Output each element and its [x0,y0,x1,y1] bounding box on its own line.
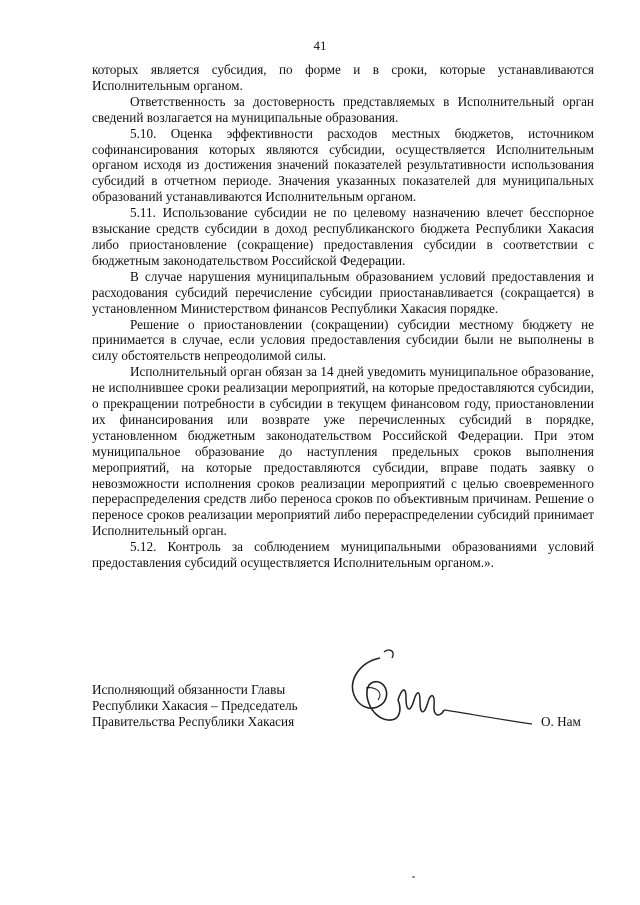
signatory-title [92,682,298,730]
handwritten-signature [340,640,540,740]
signatory-title-line-3: Правительства Республики Хакасия [92,713,295,729]
paragraph-responsibility: Ответственность за достоверность представляемых в Исполнительный орган сведений возлагается на муниципальные образования. [92,93,594,125]
paragraph-notification: Исполнительный орган обязан за 14 дней уведомить муниципальное образование, не исполнившее сроки реализации мероприятий, на которые предоставляются субсидии, о прекращении потребности в субсидии в текущем финансовом году, приостановлении их финансирования или возврате уже перечисленных субсидий в порядке, установленном бюджетным законодательством Российской Федерации. При этом муниципальное образование до наступления предельных сроков выполнения мероприятий, на которые предоставляются субсидии, вправе подать заявку о невозможности исполнения сроков реализации мероприятий с целью своевременного перераспределения средств либо переноса сроков по объективным причинам. Решение о переносе сроков реализации мероприятий либо перераспределении субсидий принимает Исполнительный орган. [92,364,594,539]
paragraph-5-11: 5.11. Использование субсидии не по целевому назначению влечет бесспорное взыскание средств субсидии в доход республиканского бюджета Республики Хакасия либо приостановление (сокращение) предоставления субсидии в соответствии с бюджетным законодательством Российской Федерации. [92,205,594,268]
signatory-title-line-1: Исполняющий обязанности Главы [92,682,286,697]
paragraph-5-10: 5.10. Оценка эффективности расходов местных бюджетов, источником софинансирования которых являются субсидии, осуществляется Исполнительным органом исходя из достижения значений показателей результативности использования субсидий в отчетном периоде. Значения указанных показателей для муниципальных образований устанавливаются Исполнительным органом. [92,125,594,205]
document-body [92,62,594,571]
signatory-name: О. Нам [541,714,581,729]
scan-speck [412,876,415,878]
paragraph-violation: В случае нарушения муниципальным образованием условий предоставления и расходования субсидий перечисление субсидии приостанавливается (сокращается) в установленном Министерством финансов Республики Хакасия порядке. [92,268,594,316]
paragraph-5-12: 5.12. Контроль за соблюдением муниципальными образованиями условий предоставления субсидий осуществляется Исполнительным органом.». [92,539,594,571]
signatory-title-line-2: Республики Хакасия – Председатель [92,697,298,713]
page-number: 41 [313,38,327,53]
paragraph-1-continuation: которых является субсидия, по форме и в сроки, которые устанавливаются Исполнительным органом. [92,62,594,93]
paragraph-suspension-decision: Решение о приостановлении (сокращении) субсидии местному бюджету не принимается в случае, если условия предоставления субсидии были не выполнены в силу обстоятельств непреодолимой силы. [92,316,594,364]
